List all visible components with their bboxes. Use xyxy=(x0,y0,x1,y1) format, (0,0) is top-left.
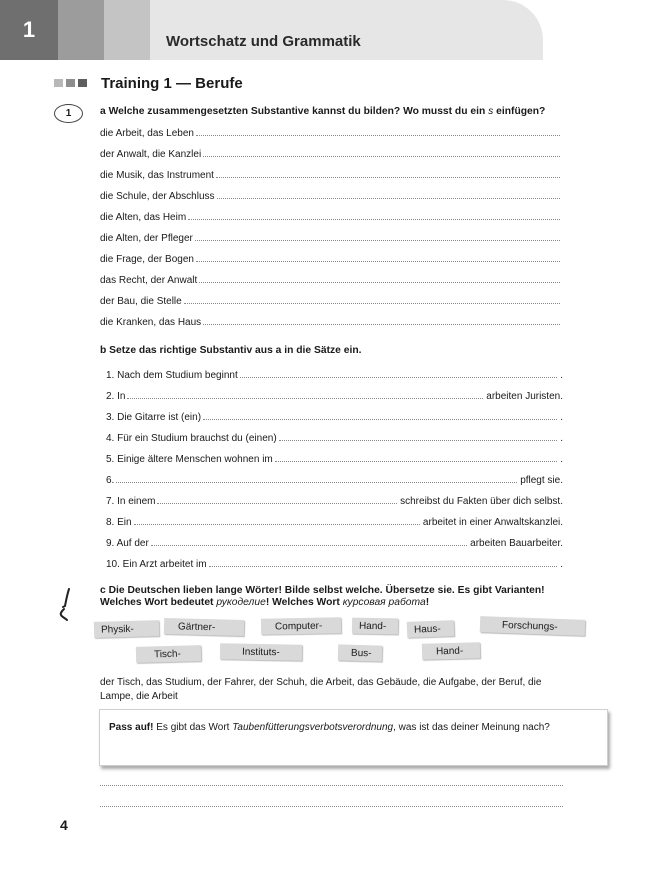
task-c-text: ! xyxy=(425,597,430,608)
word-pair: die Frage, der Bogen xyxy=(100,254,194,265)
sentence-end: . xyxy=(560,433,563,444)
word-pair: die Musik, das Instrument xyxy=(100,170,214,181)
word-chip: Hand- xyxy=(422,642,480,660)
task-a-row xyxy=(100,210,563,223)
sentence-start: 9. Auf der xyxy=(106,538,149,549)
task-c-instruction: c Die Deutschen lieben lange Wörter! Bilde selbst welche. Übersetze sie. Es gibt Varianten! xyxy=(100,585,545,596)
note-box xyxy=(99,709,608,766)
header-stripe xyxy=(58,0,104,60)
task-a-row xyxy=(100,231,563,244)
sentence-end: arbeiten Juristen. xyxy=(486,391,563,402)
sentence-row xyxy=(106,536,563,549)
section-square-icon xyxy=(66,79,75,87)
word-pair: die Alten, das Heim xyxy=(100,212,187,223)
answer-line[interactable] xyxy=(240,376,557,378)
answer-line[interactable] xyxy=(196,134,560,136)
sentence-row xyxy=(106,494,563,507)
sentence-end: schreibst du Fakten über dich selbst. xyxy=(400,496,563,507)
answer-line[interactable] xyxy=(203,323,560,325)
task-a-letter: s xyxy=(488,106,494,117)
word-pair: die Alten, der Pfleger xyxy=(100,233,193,244)
task-a-text: a Welche zusammengesetzten Substantive kannst du bilden? Wo musst du ein xyxy=(100,106,489,117)
russian-word: курсовая работа xyxy=(342,597,426,608)
answer-line[interactable] xyxy=(151,544,467,546)
sentence-start: 8. Ein xyxy=(106,517,132,528)
answer-line[interactable] xyxy=(100,784,563,786)
answer-line[interactable] xyxy=(116,481,517,483)
task-a-row xyxy=(100,168,563,181)
task-a-row xyxy=(100,273,563,286)
word-chip: Haus- xyxy=(407,620,455,638)
sentence-start: 1. Nach dem Studium beginnt xyxy=(106,370,238,381)
answer-line[interactable] xyxy=(217,197,560,199)
answer-line[interactable] xyxy=(209,565,558,567)
section-square-icon xyxy=(78,79,87,87)
answer-line[interactable] xyxy=(199,281,560,283)
task-c-text: ! Welches Wort xyxy=(265,597,343,608)
sentence-row xyxy=(106,389,563,402)
task-a-row xyxy=(100,294,563,307)
word-chip: Gärtner- xyxy=(164,618,244,636)
page-number: 4 xyxy=(60,817,68,833)
word-chip: Instituts- xyxy=(220,643,302,660)
word-pair: der Anwalt, die Kanzlei xyxy=(100,149,202,160)
header-bar xyxy=(150,0,543,60)
sentence-end: . xyxy=(560,370,563,381)
word-chip: Physik- xyxy=(94,620,159,638)
sentence-row xyxy=(106,431,563,444)
word-chip: Computer- xyxy=(261,617,341,634)
word-chip: Tisch- xyxy=(136,645,201,663)
answer-line[interactable] xyxy=(188,218,560,220)
sentence-row xyxy=(106,368,563,381)
pen-icon xyxy=(56,587,76,623)
answer-line[interactable] xyxy=(216,176,560,178)
chapter-title: Wortschatz und Grammatik xyxy=(166,33,361,50)
sentence-start: 5. Einige ältere Menschen wohnen im xyxy=(106,454,273,465)
sentence-start: 3. Die Gitarre ist (ein) xyxy=(106,412,202,423)
word-list: der Tisch, das Studium, der Fahrer, der Schuh, die Arbeit, das Gebäude, die Aufgabe, der Beruf, die Lampe, die Arbeit xyxy=(100,677,542,702)
sentence-start: 2. In xyxy=(106,391,126,402)
sentence-start: 4. Für ein Studium brauchst du (einen) xyxy=(106,433,277,444)
answer-line[interactable] xyxy=(157,502,397,504)
sentence-end: . xyxy=(560,412,563,423)
sentence-end: pflegt sie. xyxy=(520,475,563,486)
answer-line[interactable] xyxy=(100,805,563,807)
sentence-row xyxy=(106,557,563,570)
section-square-icon xyxy=(54,79,63,87)
sentence-start: 10. Ein Arzt arbeitet im xyxy=(106,559,207,570)
word-chip: Hand- xyxy=(352,618,398,635)
task-c-question xyxy=(100,597,429,608)
unit-number: 1 xyxy=(0,0,58,60)
answer-line[interactable] xyxy=(184,302,560,304)
task-c-text: Welches Wort bedeutet xyxy=(100,597,217,608)
note-label: Pass auf! xyxy=(109,722,154,733)
section-title: Training 1 — Berufe xyxy=(101,75,243,92)
long-word: Taubenfütterungsverbotsverordnung xyxy=(232,722,394,733)
note-text: Pass auf! Es gibt das Wort Taubenfütterungsverbotsverordnung, was ist das deiner Meinung nach? xyxy=(109,722,550,733)
answer-line[interactable] xyxy=(203,418,557,420)
answer-line[interactable] xyxy=(195,239,560,241)
answer-line[interactable] xyxy=(275,460,557,462)
answer-line[interactable] xyxy=(134,523,420,525)
task-a-text: einfügen? xyxy=(493,106,546,117)
word-pair: das Recht, der Anwalt xyxy=(100,275,198,286)
sentence-start: 6. xyxy=(106,475,115,486)
sentence-end: arbeitet in einer Anwaltskanzlei. xyxy=(422,517,563,528)
word-pair: die Arbeit, das Leben xyxy=(100,128,194,139)
answer-line[interactable] xyxy=(203,155,560,157)
task-a-row xyxy=(100,315,563,328)
sentence-row xyxy=(106,515,563,528)
sentence-end: arbeiten Bauarbeiter. xyxy=(470,538,563,549)
task-a-row xyxy=(100,252,563,265)
sentence-end: . xyxy=(560,454,563,465)
task-a-row xyxy=(100,147,563,160)
word-pair: der Bau, die Stelle xyxy=(100,296,182,307)
sentence-row xyxy=(106,410,563,423)
answer-line[interactable] xyxy=(196,260,560,262)
word-chip: Forschungs- xyxy=(480,616,585,636)
answer-line[interactable] xyxy=(279,439,558,441)
sentence-row xyxy=(106,473,563,486)
header-stripe xyxy=(104,0,150,60)
sentence-start: 7. In einem xyxy=(106,496,156,507)
task-a-instruction xyxy=(100,106,545,117)
task-b-instruction: b Setze das richtige Substantiv aus a in die Sätze ein. xyxy=(100,345,362,356)
sentence-end: . xyxy=(560,559,563,570)
word-chip: Bus- xyxy=(338,644,382,661)
word-pair: die Schule, der Abschluss xyxy=(100,191,215,202)
task-a-row xyxy=(100,189,563,202)
word-pair: die Kranken, das Haus xyxy=(100,317,202,328)
russian-word: рукоделие xyxy=(216,597,266,608)
answer-line[interactable] xyxy=(127,397,483,399)
exercise-number-badge: 1 xyxy=(54,104,83,123)
task-a-row xyxy=(100,126,563,139)
sentence-row xyxy=(106,452,563,465)
